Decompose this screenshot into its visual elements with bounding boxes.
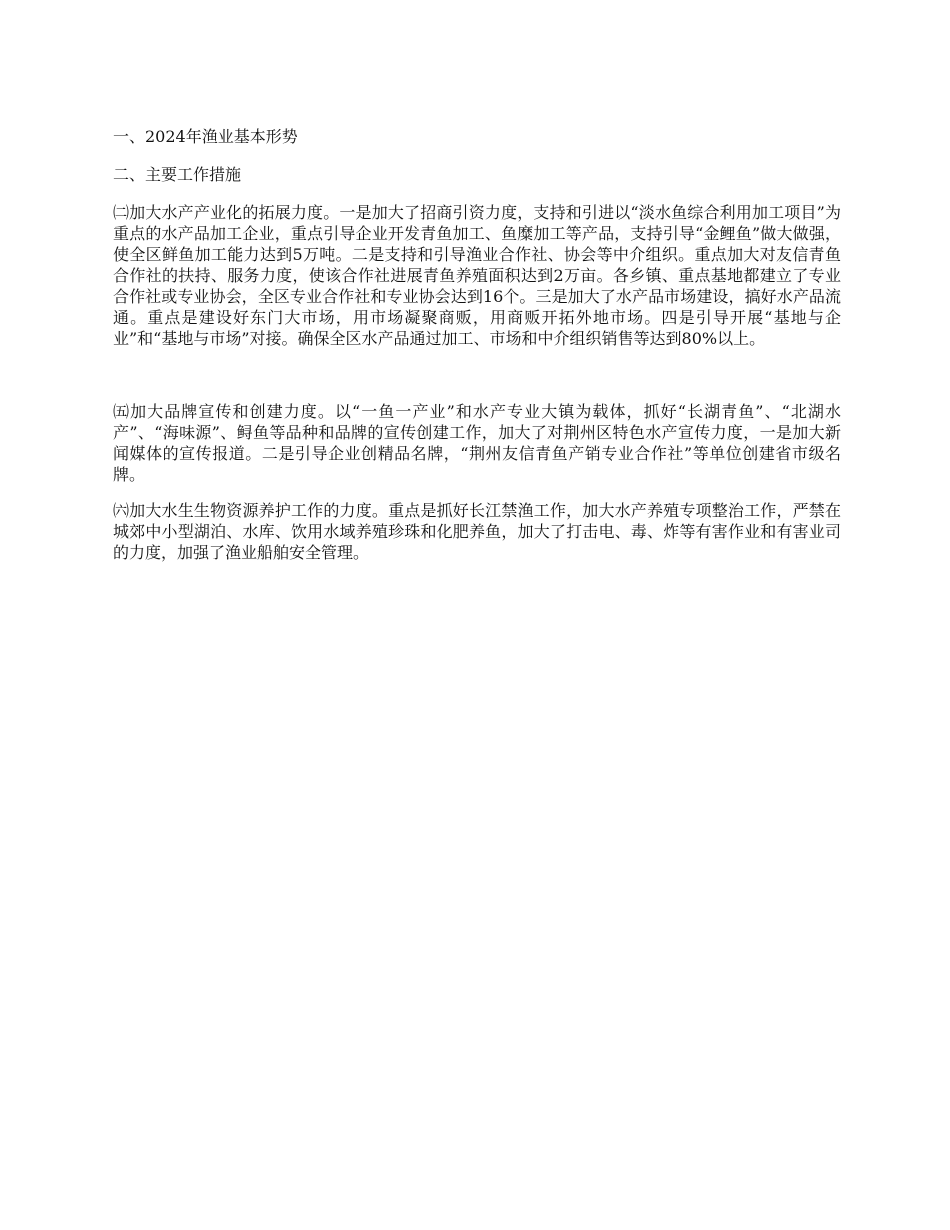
section-heading-2: 二、主要工作措施 <box>113 165 242 184</box>
paragraph-resource-protection: ㈥加大水生生物资源养护工作的力度。重点是抓好长江禁渔工作，加大水产养殖专项整治工作，严禁在城郊中小型湖泊、水库、饮用水域养殖珍珠和化肥养鱼，加大了打击电、毒、炸等有害作业和有害业司的力度，加强了渔业船舶安全管理。 <box>113 501 841 562</box>
paragraph-brand-promotion: ㈤加大品牌宣传和创建力度。以“一鱼一产业”和水产专业大镇为载体，抓好“长湖青鱼”、“北湖水产”、“海味源”、鲟鱼等品种和品牌的宣传创建工作，加大了对荆州区特色水产宣传力度，一是加大新闻媒体的宣传报道。二是引导企业创精品名牌，“荆州友信青鱼产销专业合作社”等单位创建省市级名牌。 <box>113 402 841 484</box>
document-body <box>113 126 841 578</box>
section-heading-1: 一、2024年渔业基本形势 <box>113 127 298 146</box>
paragraph-spacer <box>113 364 841 401</box>
paragraph-industrialization: ㈡加大水产产业化的拓展力度。一是加大了招商引资力度，支持和引进以“淡水鱼综合利用加工项目”为重点的水产品加工企业，重点引导企业开发青鱼加工、鱼糜加工等产品，支持引导“金鲤鱼”做大做强，使全区鲜鱼加工能力达到5万吨。二是支持和引导渔业合作社、协会等中介组织。重点加大对友信青鱼合作社的扶持、服务力度，使该合作社进展青鱼养殖面积达到2万亩。各乡镇、重点基地都建立了专业合作社或专业协会，全区专业合作社和专业协会达到16个。三是加大了水产品市场建设，搞好水产品流通。重点是建设好东门大市场，用市场凝聚商贩，用商贩开拓外地市场。四是引导开展“基地与企业”和“基地与市场”对接。确保全区水产品通过加工、市场和中介组织销售等达到80%以上。 <box>113 203 841 348</box>
